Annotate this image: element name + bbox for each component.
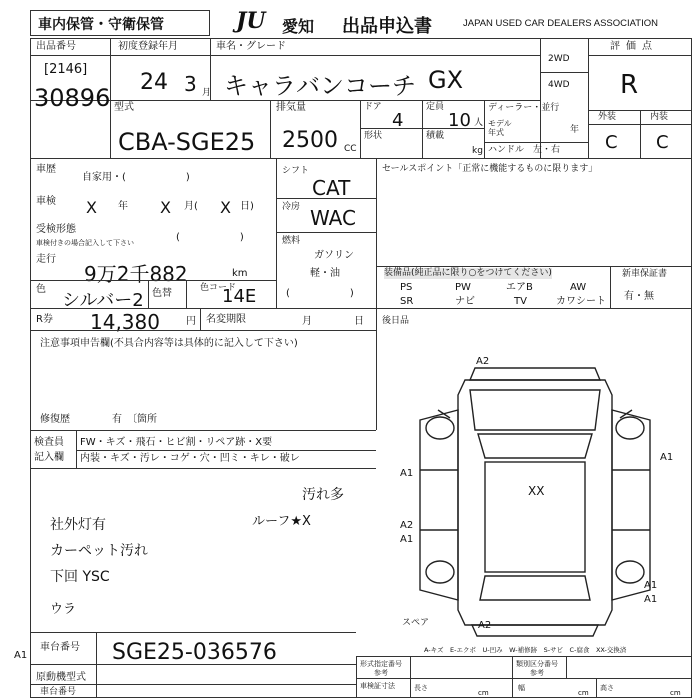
- receive-label: 受検形態: [36, 224, 76, 235]
- drive-2wd: 2WD: [548, 54, 570, 64]
- rear-label: 後日品: [382, 316, 410, 326]
- spare-label: スペア: [402, 618, 430, 628]
- damage-mark-6: A1: [660, 452, 674, 463]
- reg-month-unit: 月: [202, 88, 212, 98]
- history-label: 車歴: [36, 164, 56, 175]
- dealer-label: ディーラー・並行: [488, 103, 560, 113]
- fuel-paren: ( ): [286, 288, 354, 299]
- mileage-label: 走行: [36, 254, 56, 265]
- inspection-day-unit: 日): [240, 201, 254, 212]
- damage-mark-5: XX: [528, 484, 545, 498]
- loading-label: 積載: [426, 131, 445, 141]
- shape-label: 形状: [364, 131, 383, 141]
- inspector-label2: 記入欄: [34, 452, 64, 463]
- length-label: 長さ: [414, 684, 428, 692]
- listing-sub: [2146]: [44, 62, 88, 77]
- doors: 4: [392, 110, 404, 131]
- score-label: 評価点: [610, 41, 658, 52]
- height-unit: cm: [670, 689, 681, 697]
- shift: CAT: [312, 176, 351, 200]
- reg-year: 24: [140, 70, 168, 95]
- inspection-year: X: [86, 198, 97, 217]
- fuel-value: ガソリン: [314, 250, 354, 261]
- equipment-label: 装備品(純正品に限り○をつけてください): [384, 268, 552, 278]
- row3-label: 車台番号: [40, 687, 77, 697]
- displacement-label: 排気量: [276, 102, 306, 113]
- warranty-options: 有・無: [624, 291, 654, 302]
- history-value: 自家用・( ): [82, 172, 190, 183]
- hw-note-6: ウラ: [50, 602, 77, 617]
- hw-note-3: 社外灯有: [50, 517, 106, 533]
- first-reg-label: 初度登録年月: [118, 41, 178, 52]
- warranty-label: 新車保証書: [622, 269, 668, 279]
- int-label: 内装: [650, 112, 669, 122]
- fuel-label: 燃料: [282, 236, 301, 246]
- damage-mark-1: A2: [476, 356, 490, 367]
- hw-note-5: 下回 YSC: [50, 569, 110, 585]
- listing-no: 30896: [34, 84, 111, 112]
- mileage: 9万2千882: [84, 262, 188, 286]
- equip-airbag: エアB: [506, 282, 533, 293]
- car-grade: GX: [428, 66, 464, 94]
- inspection-label: 車検: [36, 196, 56, 207]
- displacement: 2500: [282, 128, 338, 153]
- damage-mark-9: A2: [478, 620, 492, 631]
- association-name: JAPAN USED CAR DEALERS ASSOCIATION: [463, 18, 658, 29]
- storage-title: 車内保管・守衛保管: [38, 17, 164, 33]
- equip-navi: ナビ: [455, 296, 475, 307]
- capacity-label: 定員: [426, 102, 445, 112]
- name-grade-label: 車名・グレード: [216, 41, 286, 52]
- year-label: 年式: [488, 128, 504, 137]
- nc-day: 日: [354, 316, 364, 327]
- width-label: 幅: [518, 684, 525, 692]
- damage-mark-4: A1: [400, 534, 414, 545]
- yen-unit: 円: [186, 316, 196, 327]
- color-value: シルバー2: [62, 290, 144, 311]
- equip-sr: SR: [400, 296, 414, 307]
- recycle-label: R券: [36, 314, 53, 325]
- class-label: 類別区分番号: [516, 660, 558, 668]
- inspection-month: X: [160, 198, 171, 217]
- fuel-options: 軽・油: [310, 268, 340, 279]
- form-label: 形式指定番号: [360, 660, 402, 668]
- model-code: CBA-SGE25: [118, 128, 256, 156]
- damage-mark-8: A1: [644, 594, 658, 605]
- receive-note: 車検付きの場合記入して下さい: [36, 239, 134, 247]
- chassis-no: SGE25-036576: [112, 640, 277, 665]
- drive-4wd: 4WD: [548, 80, 570, 90]
- inspection-day: X: [220, 198, 231, 217]
- repair-value: 有 〔箇所: [112, 414, 157, 425]
- hw-note-4: カーペット汚れ: [50, 543, 148, 559]
- chassis-label: 車台番号: [40, 642, 80, 653]
- damage-legend: A-キズ E-エクボ U-凹み W-補修跡 S-サビ C-腐食 XX-交換済: [424, 646, 627, 654]
- recycle-amount: 14,380: [90, 310, 160, 334]
- form-title: 出品申込書: [342, 16, 432, 37]
- damage-mark-7: A1: [644, 580, 658, 591]
- ext-label: 外装: [598, 112, 617, 122]
- form-ref: 参考: [374, 669, 388, 677]
- org-name: 愛知: [282, 17, 315, 36]
- damage-mark-2: A1: [400, 468, 414, 479]
- name-change-label: 名変期限: [206, 314, 246, 325]
- capacity: 10: [448, 110, 471, 131]
- reg-month: 3: [184, 72, 197, 96]
- year-unit: 年: [570, 125, 580, 135]
- inspector-row2: 内装・キズ・汚レ・コゲ・穴・凹ミ・キレ・破レ: [80, 453, 300, 464]
- size-label: 車検証寸法: [360, 682, 395, 690]
- int-grade: C: [656, 132, 669, 153]
- damage-mark-10: A1: [14, 650, 28, 661]
- ac-label: 冷房: [282, 202, 301, 212]
- equip-aw: AW: [570, 282, 587, 293]
- car-name: キャラバンコーチ: [224, 72, 416, 100]
- inspector-row1: FW・キズ・飛石・ヒビ割・リペア跡・X要: [80, 437, 273, 448]
- kg-unit: kg: [472, 146, 483, 156]
- hw-note-2: ルーフ★X: [252, 514, 311, 529]
- listing-no-label: 出品番号: [36, 41, 76, 52]
- sales-point-label: セールスポイント「正常に機能するものに限ります」: [382, 164, 598, 174]
- score-value: R: [620, 70, 639, 100]
- color-code: 14E: [222, 286, 257, 307]
- inspection-month-unit: 月(: [184, 201, 198, 212]
- handle-label: ハンドル 左・右: [488, 145, 561, 155]
- equip-leather: カワシート: [556, 296, 606, 307]
- ac: WAC: [310, 206, 356, 230]
- ju-logo: JU: [236, 8, 266, 34]
- color-label: 色: [36, 284, 46, 295]
- capacity-unit: 人: [474, 118, 484, 128]
- class-ref: 参考: [530, 669, 544, 677]
- notes-label: 注意事項申告欄(不具合内容等は具体的に記入して下さい): [40, 338, 298, 349]
- color-change-label: 色替: [152, 288, 172, 299]
- equip-tv: TV: [514, 296, 527, 307]
- length-unit: cm: [478, 689, 489, 697]
- repair-label: 修復歴: [40, 414, 70, 425]
- damage-mark-3: A2: [400, 520, 414, 531]
- ext-grade: C: [605, 132, 618, 153]
- model-label: モデル: [488, 119, 512, 128]
- receive-paren: ( ): [176, 232, 244, 243]
- cc-unit: CC: [344, 144, 357, 154]
- inspection-year-unit: 年: [118, 201, 128, 212]
- shift-label: シフト: [282, 166, 310, 176]
- equip-pw: PW: [455, 282, 471, 293]
- doors-label: ドア: [364, 102, 382, 112]
- width-unit: cm: [578, 689, 589, 697]
- equip-ps: PS: [400, 282, 413, 293]
- model-code-label: 型式: [114, 102, 134, 113]
- inspector-label1: 検査員: [34, 437, 64, 448]
- height-label: 高さ: [600, 684, 614, 692]
- color-code-label: 色コード: [200, 283, 237, 293]
- km-unit: km: [232, 268, 248, 279]
- hw-note-1: 汚れ多: [302, 487, 344, 503]
- engine-model-label: 原動機型式: [36, 672, 86, 683]
- nc-month: 月: [302, 316, 312, 327]
